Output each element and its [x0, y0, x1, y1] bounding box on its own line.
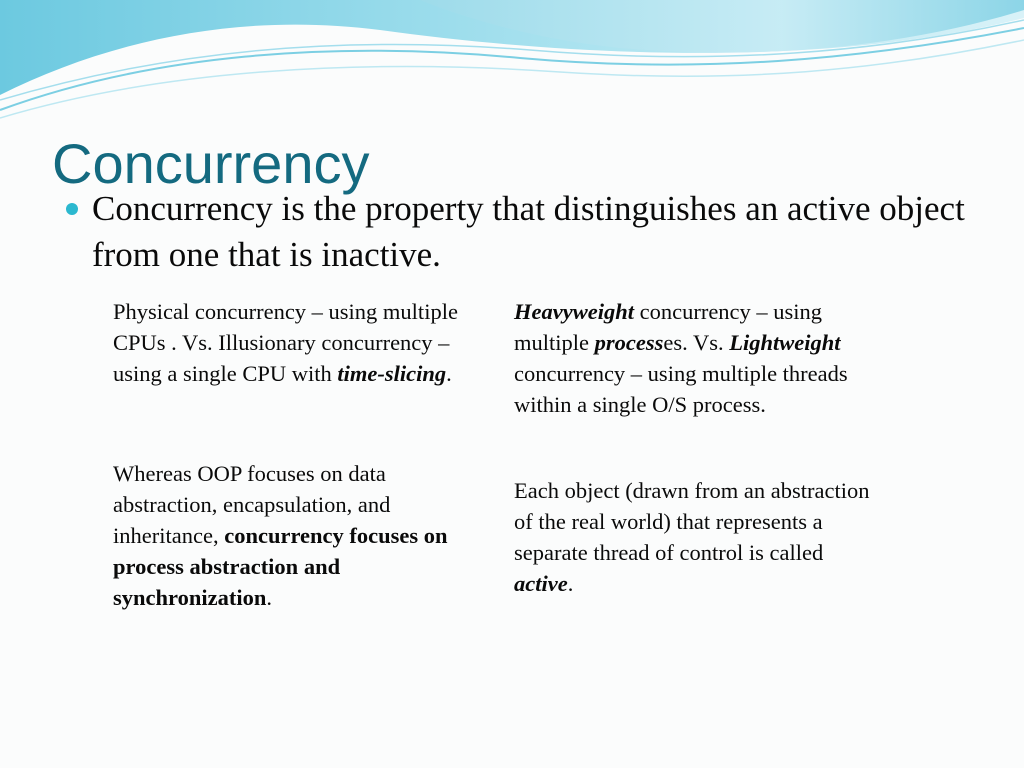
emphasis-active: active: [514, 571, 568, 596]
right-column-para-active: [514, 475, 884, 599]
left-column-para-physical: [113, 296, 473, 389]
left-column-para-oop: [113, 458, 473, 613]
text: es. Vs.: [663, 330, 730, 355]
emphasis-heavyweight: Heavyweight: [514, 299, 634, 324]
header-wave-decoration: [0, 0, 1024, 130]
text: .: [266, 585, 272, 610]
main-bullet-text: Concurrency is the property that distinguishes an active object from one that is inactive.: [92, 189, 965, 274]
text: .: [446, 361, 452, 386]
emphasis-time-slicing: time-slicing: [337, 361, 447, 386]
text: Physical concurrency – using multiple CPUs . Vs. Illusionary concurrency – using a single CPU with: [113, 299, 458, 386]
main-bullet: [66, 186, 966, 278]
paragraph-oop-focus: [113, 458, 473, 613]
text: Whereas OOP focuses on data abstraction, encapsulation, and inheritance,: [113, 461, 391, 548]
paragraph-active-object: [514, 475, 884, 599]
emphasis-process: process: [594, 330, 664, 355]
bullet-dot-icon: [66, 203, 78, 215]
paragraph-heavyweight-lightweight: [514, 296, 884, 420]
emphasis-concurrency-focus: concurrency focuses on process abstraction and synchronization: [113, 523, 448, 610]
text: concurrency – using multiple: [514, 299, 823, 355]
emphasis-lightweight: Lightweight: [729, 330, 841, 355]
text: Each object (drawn from an abstraction of the real world) that represents a separate thread of control is called: [514, 478, 870, 565]
paragraph-physical-concurrency: [113, 296, 473, 389]
text: concurrency – using multiple threads within a single O/S process.: [514, 361, 848, 417]
text: .: [567, 571, 574, 596]
slide-title: Concurrency: [52, 132, 370, 195]
right-column-para-heavyweight: [514, 296, 884, 420]
